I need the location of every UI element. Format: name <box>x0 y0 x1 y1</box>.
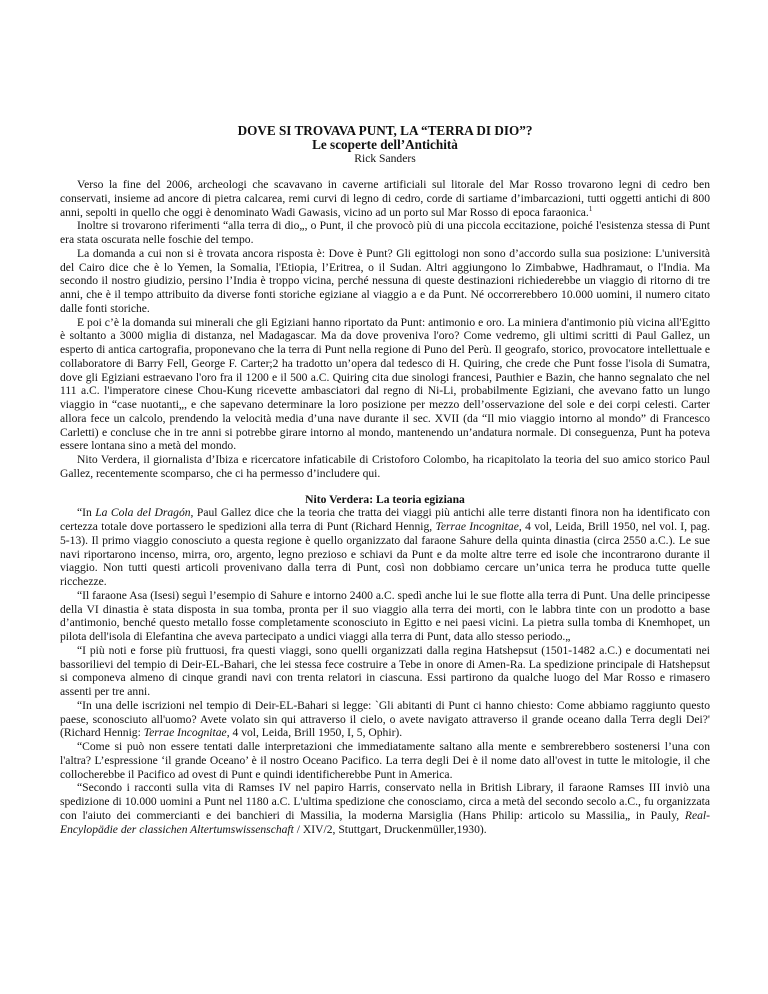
book-title: Terrae Incognitae <box>143 726 227 740</box>
paragraph-text: Verso la fine del 2006, archeologi che scavavano in caverne artificiali sul litorale del Mar Rosso trovarono legni di cedro ben conservati, insieme ad ancore di pietra calcarea, remi curvi di legno di cedro, corde di sartiame d’imbarcazioni, tutti oggetti antichi di 800 anni, sepolti in quello che oggi è denominato Wadi Gawasis, vicino ad un porto sul Mar Rosso di epoca faraonica. <box>60 178 710 219</box>
paragraph-intro-3: La domanda a cui non si è trovata ancora risposta è: Dove è Punt? Gli egittologi non sono d’accordo sulla sua posizione: L'università del Cairo dice che è lo Yemen, la Somalia, l'Etiopia, l’Eritrea, o il Sudan. Altri aggiungono lo Zimbabwe, Hadhramaut, o l'India. Ma secondo il nostro giudizio, persino l’India è troppo vicina, perché nessuna di queste destinazioni richiederebbe un viaggio di ritorno di tre anni, che è il tempo attribuito da diverse fonti storiche egiziane al viaggio a e da Punt. Né occorrerebbero 10.000 uomini, il numero citato dalle fonti storiche. <box>60 246 710 315</box>
book-title: La Cola del Dragón <box>95 506 191 520</box>
paragraph-section-1 <box>60 506 710 589</box>
document-page <box>60 124 710 836</box>
text-span: / XIV/2, Stuttgart, Druckenmüller,1930). <box>293 822 487 836</box>
paragraph-intro-1 <box>60 178 710 219</box>
text-span: , Paul Gallez dice che la teoria che tratta dei viaggi più antichi alle terre distanti finora non ha identificato con certezza totale dove portassero le spedizioni alla terra di Punt (Richard Hennig, <box>60 506 710 533</box>
document-title: DOVE SI TROVAVA PUNT, LA “TERRA DI DIO”? <box>237 123 533 138</box>
paragraph-intro-2: Inoltre si trovarono riferimenti “alla terra di dio„, o Punt, il che provocò più di una piccola eccitazione, poiché l'esistenza stessa di Punt era stata oscurata nelle foschie del tempo. <box>60 219 710 246</box>
text-span: , 4 vol, Leida, Brill 1950, nel vol. I, pag. 5-13). Il primo viaggio conosciuto a questa regione è quello organizzato dal faraone Sahure della quinta dinastia (circa 2550 a.C.). Le sue navi riportarono incenso, mirra, oro, argento, legno prezioso e schiavi da Punt e da molte altre terre ed isole che incontrarono durante il viaggio. Non tutti questi articoli provenivano dalla terra di Punt, così non dobbiamo cercare un’unica terra he produca tutte quelle ricchezze. <box>60 520 710 588</box>
text-span: , 4 vol, Leida, Brill 1950, I, 5, Ophir). <box>226 726 403 740</box>
text-span: “In una delle iscrizioni nel tempio di Deir-EL-Bahari si legge: `Gli abitanti di Punt ci hanno chiesto: Come abbiamo raggiunto questo paese, sconosciuto all'uomo? Avete volato sin qui attraverso il cielo, o avete navigato attraverso il grande oceano dalla Terra degli Dei?' (Richard Hennig: <box>60 698 710 740</box>
footnote-marker: 1 <box>588 204 593 213</box>
paragraph-intro-5: Nito Verdera, il giornalista d’Ibiza e ricercatore infaticabile di Cristoforo Colombo, ha ricapitolato la teoria del suo amico storico Paul Gallez, recentemente scomparso, che ci ha permesso d’includere qui. <box>60 453 710 480</box>
book-title: Terrae Incognitae <box>435 520 519 533</box>
paragraph-section-3: “I più noti e forse più fruttuosi, fra questi viaggi, sono quelli organizzati dalla regina Hatshepsut (1501-1482 a.C.) e documentati nei bassorilievi del tempio di Deir-EL-Bahari, che lei stessa fece costruire a Tebe in onore di Amen-Ra. La spedizione principale di Hatshepsut si componeva almeno di cinque grandi navi con trenta relatori in ciascuna. Essi partirono da qualche luogo del Mar Rosso e rimasero assenti per tre anni. <box>60 643 710 698</box>
text-span: “In <box>77 506 96 520</box>
document-subtitle: Le scoperte dell’Antichità <box>312 137 458 152</box>
paragraph-section-6 <box>60 781 710 836</box>
document-author: Rick Sanders <box>354 152 416 165</box>
text-span: “Secondo i racconti sulla vita di Ramses IV nel papiro Harris, conservato nella in British Library, il faraone Ramses III inviò una spedizione di 10.000 uomini a Punt nel 1180 a.C. L'ultima spedizione che conosciamo, circa a metà del secondo secolo a.C., fu organizzata con l'aiuto dei commercianti e dei banchieri di Massilia, la moderna Marsiglia (Hans Philip: articolo su Massilia„ in Pauly, <box>60 781 710 822</box>
paragraph-section-4 <box>60 699 710 740</box>
paragraph-intro-4: E poi c’è la domanda sui minerali che gli Egiziani hanno riportato da Punt: antimonio e oro. La miniera d'antimonio più vicina all'Egitto è soltanto a 3000 miglia di distanza, nel Madagascar. Ma da dove proveniva l'oro? Come vedremo, gli ultimi scritti di Paul Gallez, un esperto di antica cartografia, proponevano che la terra di Punt nella regione di Puno del Perù. Il geografo, storico, provocatore intellettuale e collaboratore di Barry Fell, George F. Carter;2 ha tradotto un’opera dal tedesco di H. Quiring, che crede che Punt fosse l'isola di Sumatra, dove gli Egiziani estraevano l'oro fra il 1200 e il 500 a.C. Quiring cita due sinologi francesi, Pauthier e Bazin, che hanno segnalato che nel 111 a.C. l'imperatore cinese Chou-Kung ricevette ambasciatori dal regno di Ni-Li, probabilmente Egiziani, che avevano fatto un lungo viaggio in “case nuotanti„, e che sapevano determinare la loro posizione per mezzo dell’osservazione del sole e dei corpi celesti. Carter allora fece un calcolo, prendendo la velocità media d’una nave durante il sec. XVII (da “Il mio viaggio intorno al mondo” di Francesco Carletti) e concluse che in tre anni si potrebbe girare intorno al mondo, mantenendo un’andatura normale. Di conseguenza, Punt ha poteva essere lontana sino a metà del mondo. <box>60 315 710 453</box>
section-heading: Nito Verdera: La teoria egiziana <box>305 492 465 506</box>
paragraph-section-5: “Come si può non essere tentati dalle interpretazioni che immediatamente saltano alla mente e sembrerebbero sostenersi l’una con l'altra? L’espressione ‘il grande Oceano’ è il nostro Oceano Pacifico. La terra degli Dei è il nome dato all'ovest in tutte le mitologie, il che collocherebbe il Pacifico ad ovest di Punt e quindi identificherebbe Punt in America. <box>60 740 710 781</box>
book-title: Real-Encylopädie der classichen Altertumswissenschaft <box>60 808 710 836</box>
paragraph-section-2: “Il faraone Asa (Isesi) seguì l’esempio di Sahure e intorno 2400 a.C. spedì anche lui le sue flotte alla terra di Punt. Una delle principesse della VI dinastia è stata disposta in sua tomba, pronta per il suo viaggio alla terra dei morti, con le labbra tinte con un prodotto a base d’antimonio, benché questo metallo fosse completamente sconosciuto in Egitto e nei paesi vicini. La pietra sulla tomba di Knemhopet, un pilota dell'isola di Elefantina che aveva partecipato a undici viaggi alla terra di Punt, data allo stesso periodo.„ <box>60 588 710 643</box>
